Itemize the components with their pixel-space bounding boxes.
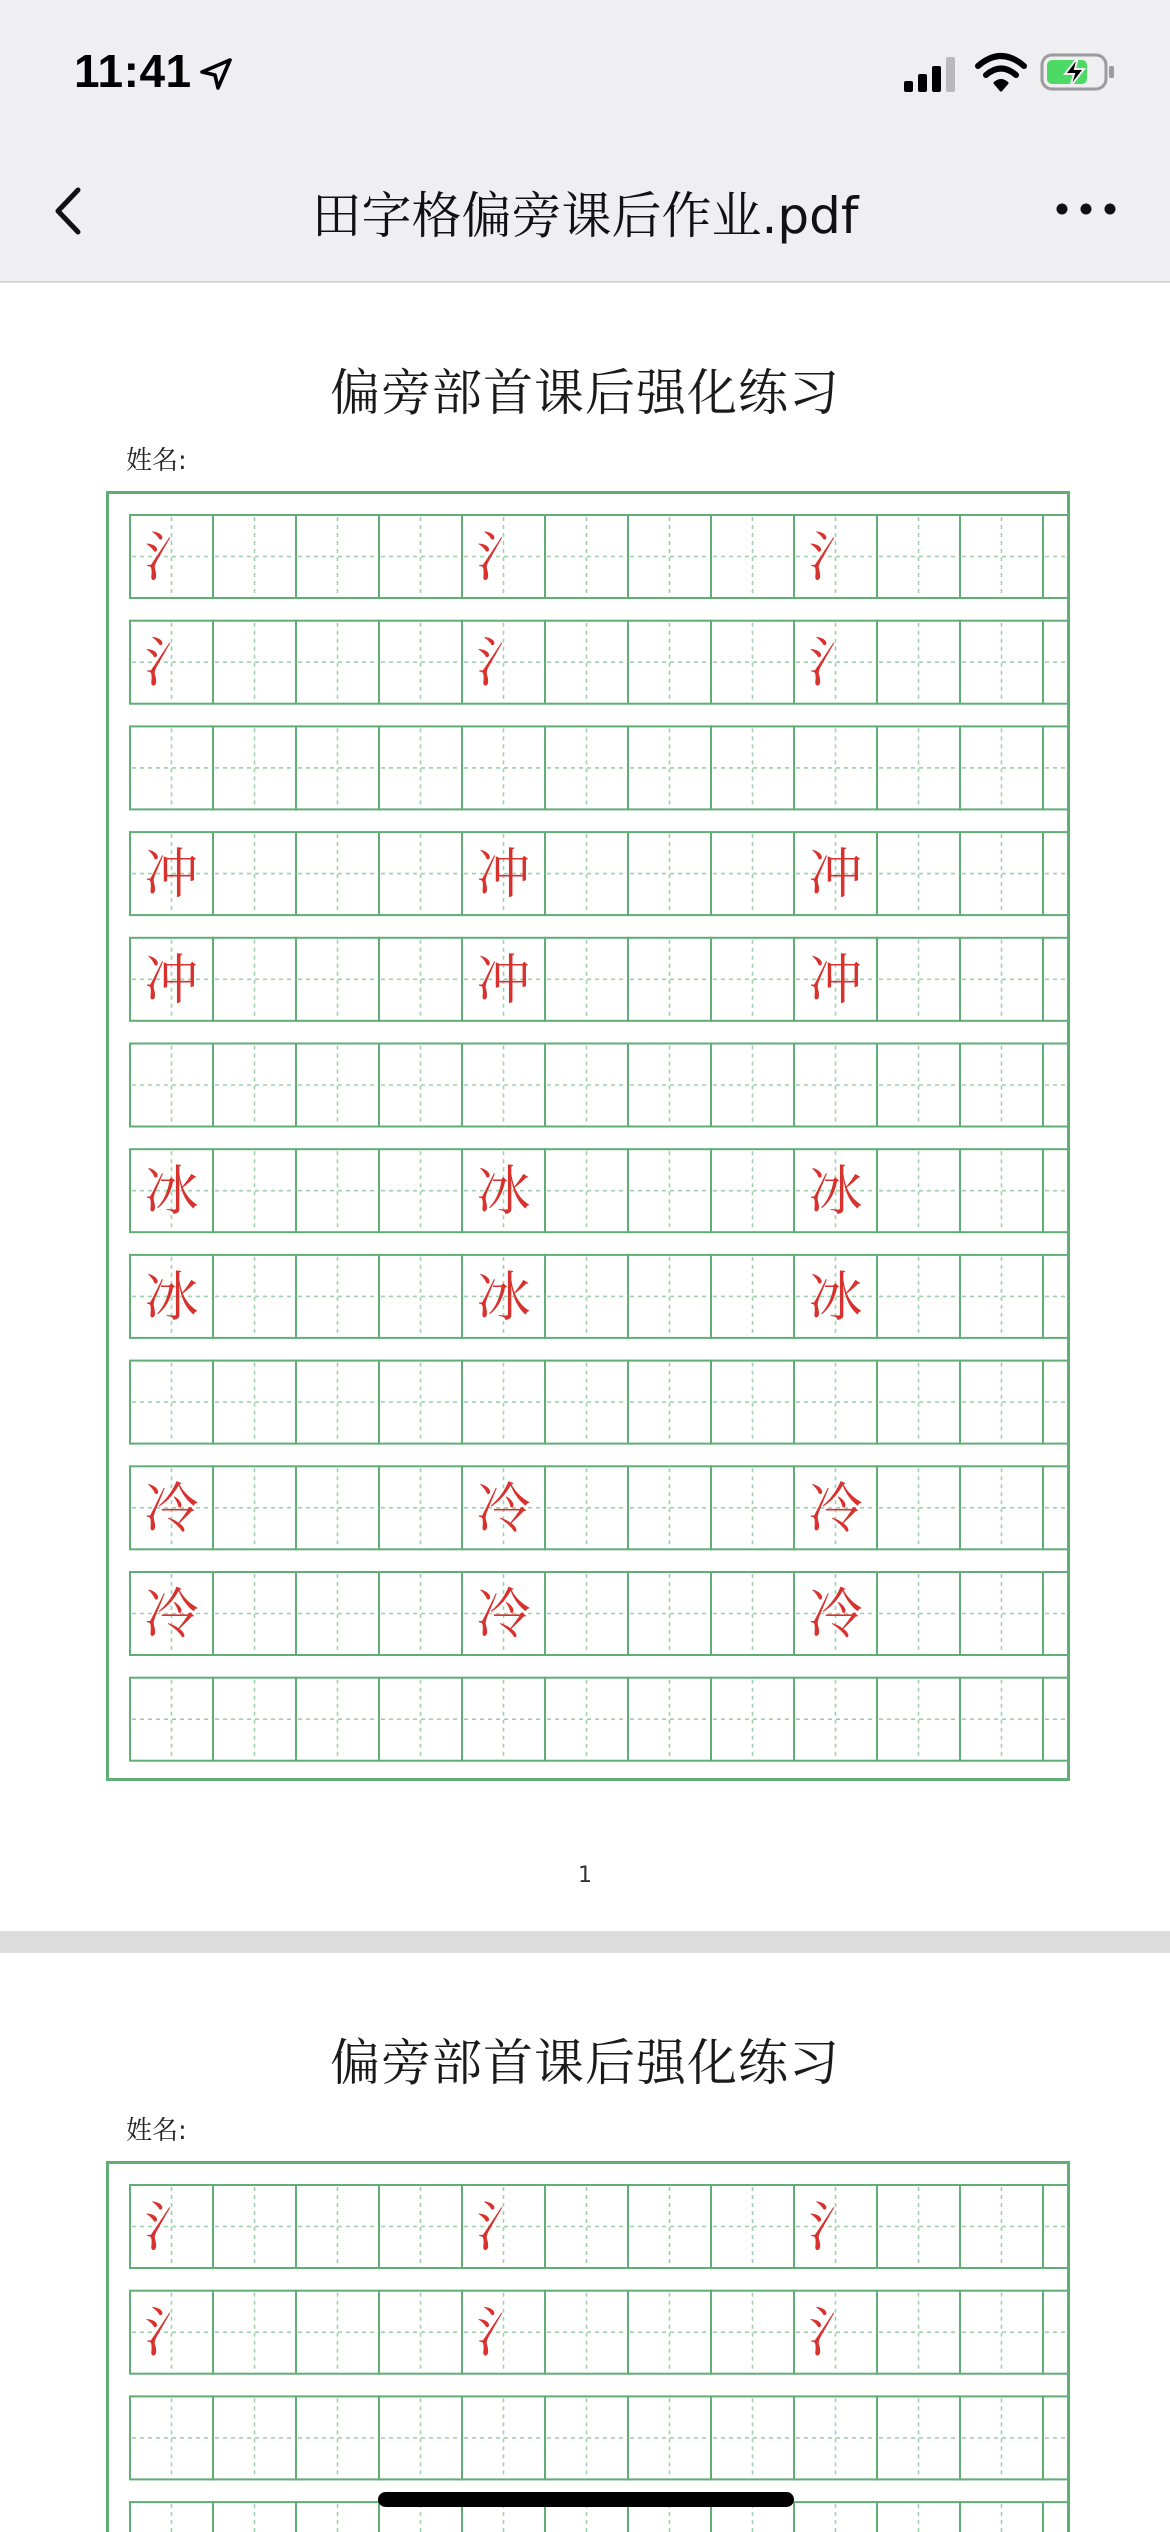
grid-cell	[628, 621, 711, 704]
grid-row	[130, 1361, 1067, 1444]
grid-cell	[960, 2291, 1043, 2374]
practice-grid	[109, 2164, 1067, 2532]
grid-cell	[628, 1255, 711, 1338]
grid-cell	[462, 1572, 545, 1655]
grid-cell	[296, 2291, 379, 2374]
grid-cell	[130, 1572, 213, 1655]
worksheet-title: 偏旁部首课后强化练习	[330, 364, 840, 422]
grid-cell	[960, 832, 1043, 915]
grid-cell	[711, 621, 794, 704]
grid-cell	[545, 1255, 628, 1338]
grid-cell	[379, 621, 462, 704]
model-character: 冷	[476, 1476, 531, 1540]
model-character: 冷	[144, 1582, 199, 1646]
model-character: 冲	[476, 842, 531, 906]
model-character: 氵	[144, 631, 199, 695]
grid-cell	[711, 938, 794, 1021]
grid-cell	[877, 726, 960, 809]
grid-cell	[628, 2291, 711, 2374]
grid-cell	[628, 1466, 711, 1549]
grid-cell	[877, 1149, 960, 1232]
grid-cell	[545, 1044, 628, 1127]
status-bar	[0, 0, 1170, 150]
grid-cell	[960, 2396, 1043, 2479]
grid-cell	[711, 2396, 794, 2479]
grid-cell	[794, 1361, 877, 1444]
grid-cell	[296, 1044, 379, 1127]
battery-charging-icon	[1040, 52, 1116, 92]
name-label: 姓名:	[126, 446, 187, 476]
grid-cell	[213, 1149, 296, 1232]
grid-cell	[794, 1466, 877, 1549]
grid-cell	[794, 2396, 877, 2479]
grid-cell	[1043, 1361, 1067, 1444]
grid-cell	[545, 726, 628, 809]
grid-cell	[296, 2185, 379, 2268]
model-character: 氵	[808, 525, 863, 589]
navigation-bar	[0, 150, 1170, 282]
grid-cell	[711, 1572, 794, 1655]
grid-cell	[711, 832, 794, 915]
grid-cell	[130, 726, 213, 809]
grid-cell	[877, 1466, 960, 1549]
grid-cell	[545, 1149, 628, 1232]
grid-cell	[130, 1255, 213, 1338]
grid-cell	[462, 1466, 545, 1549]
model-character: 冰	[476, 1159, 531, 1223]
practice-grid-frame	[106, 2161, 1070, 2532]
grid-row	[130, 515, 1067, 598]
grid-cell	[130, 2396, 213, 2479]
grid-cell	[462, 2396, 545, 2479]
grid-cell	[379, 2396, 462, 2479]
document-title: 田字格偏旁课后作业.pdf	[311, 187, 859, 245]
practice-grid-frame	[106, 491, 1070, 1781]
grid-cell	[711, 1466, 794, 1549]
grid-cell	[1043, 621, 1067, 704]
model-character: 氵	[808, 631, 863, 695]
grid-cell	[711, 515, 794, 598]
grid-cell	[711, 1255, 794, 1338]
grid-cell	[296, 726, 379, 809]
home-indicator[interactable]	[378, 2492, 794, 2507]
cellular-signal-icon	[902, 54, 958, 94]
grid-cell	[213, 2502, 296, 2532]
grid-cell	[877, 2185, 960, 2268]
grid-cell	[213, 1255, 296, 1338]
grid-cell	[545, 1466, 628, 1549]
page-number: 1	[578, 1863, 592, 1888]
grid-cell	[296, 938, 379, 1021]
grid-cell	[213, 621, 296, 704]
model-character: 氵	[144, 525, 199, 589]
grid-cell	[379, 1361, 462, 1444]
grid-cell	[213, 1466, 296, 1549]
model-character: 冷	[808, 1582, 863, 1646]
model-character: 冷	[808, 1476, 863, 1540]
grid-cell	[877, 1572, 960, 1655]
grid-cell	[711, 2291, 794, 2374]
grid-row	[130, 1149, 1067, 1232]
grid-cell	[379, 1044, 462, 1127]
model-character: 冲	[808, 842, 863, 906]
grid-cell	[877, 938, 960, 1021]
grid-cell	[379, 1149, 462, 1232]
pdf-page	[0, 283, 1170, 1931]
grid-cell	[545, 938, 628, 1021]
grid-cell	[877, 515, 960, 598]
grid-cell	[462, 621, 545, 704]
grid-cell	[379, 1572, 462, 1655]
grid-cell	[296, 621, 379, 704]
grid-cell	[794, 1149, 877, 1232]
grid-cell	[877, 2291, 960, 2374]
grid-cell	[130, 1678, 213, 1761]
grid-cell	[213, 2291, 296, 2374]
grid-cell	[462, 726, 545, 809]
grid-cell	[711, 2185, 794, 2268]
grid-row	[130, 621, 1067, 704]
grid-cell	[794, 726, 877, 809]
grid-cell	[296, 1466, 379, 1549]
grid-cell	[130, 1361, 213, 1444]
grid-cell	[960, 1149, 1043, 1232]
model-character: 氵	[808, 2195, 863, 2259]
grid-cell	[960, 1044, 1043, 1127]
grid-cell	[794, 832, 877, 915]
status-time: 11:41	[74, 45, 192, 97]
grid-cell	[296, 1149, 379, 1232]
grid-cell	[877, 1361, 960, 1444]
grid-cell	[379, 2291, 462, 2374]
grid-cell	[1043, 2291, 1067, 2374]
grid-cell	[379, 1678, 462, 1761]
model-character: 氵	[144, 2301, 199, 2365]
grid-cell	[213, 1044, 296, 1127]
grid-cell	[462, 832, 545, 915]
grid-row	[130, 2185, 1067, 2268]
grid-cell	[462, 2291, 545, 2374]
grid-cell	[462, 1255, 545, 1338]
grid-cell	[379, 832, 462, 915]
grid-cell	[960, 726, 1043, 809]
grid-row	[130, 2396, 1067, 2479]
grid-cell	[794, 1572, 877, 1655]
grid-row	[130, 832, 1067, 915]
grid-cell	[379, 726, 462, 809]
grid-cell	[130, 621, 213, 704]
grid-cell	[794, 515, 877, 598]
grid-cell	[794, 938, 877, 1021]
grid-row	[130, 1678, 1067, 1761]
grid-cell	[794, 1678, 877, 1761]
model-character: 冰	[476, 1265, 531, 1329]
grid-cell	[628, 1572, 711, 1655]
grid-cell	[462, 1044, 545, 1127]
grid-cell	[545, 2185, 628, 2268]
grid-cell	[296, 515, 379, 598]
grid-cell	[130, 515, 213, 598]
grid-cell	[794, 2502, 877, 2532]
grid-cell	[960, 1466, 1043, 1549]
grid-cell	[213, 515, 296, 598]
grid-cell	[462, 938, 545, 1021]
pdf-viewer[interactable]	[0, 283, 1170, 2532]
model-character: 冲	[144, 948, 199, 1012]
model-character: 冷	[476, 1582, 531, 1646]
grid-cell	[213, 726, 296, 809]
grid-cell	[130, 2291, 213, 2374]
grid-cell	[462, 1678, 545, 1761]
grid-cell	[628, 1678, 711, 1761]
grid-cell	[877, 1044, 960, 1127]
grid-cell	[628, 1149, 711, 1232]
grid-cell	[794, 2291, 877, 2374]
grid-cell	[130, 1466, 213, 1549]
grid-cell	[628, 938, 711, 1021]
grid-row	[130, 1572, 1067, 1655]
model-character: 冰	[144, 1159, 199, 1223]
grid-cell	[379, 515, 462, 598]
grid-cell	[794, 621, 877, 704]
model-character: 氵	[476, 2195, 531, 2259]
grid-cell	[628, 2396, 711, 2479]
model-character: 氵	[476, 525, 531, 589]
ellipsis-icon[interactable]	[1050, 194, 1122, 224]
grid-row	[130, 2291, 1067, 2374]
wifi-icon	[974, 50, 1028, 94]
grid-cell	[794, 2185, 877, 2268]
name-label: 姓名:	[126, 2116, 187, 2146]
grid-row	[130, 726, 1067, 809]
model-character: 冰	[144, 1265, 199, 1329]
grid-cell	[1043, 832, 1067, 915]
grid-cell	[711, 1149, 794, 1232]
grid-cell	[628, 726, 711, 809]
grid-cell	[296, 2396, 379, 2479]
grid-cell	[1043, 1149, 1067, 1232]
grid-row	[130, 938, 1067, 1021]
grid-cell	[1043, 515, 1067, 598]
grid-cell	[213, 832, 296, 915]
grid-cell	[1043, 2396, 1067, 2479]
grid-cell	[296, 832, 379, 915]
grid-cell	[711, 1678, 794, 1761]
grid-cell	[130, 2502, 213, 2532]
grid-cell	[379, 938, 462, 1021]
location-arrow-icon	[196, 54, 236, 94]
grid-cell	[960, 1361, 1043, 1444]
grid-cell	[794, 1044, 877, 1127]
model-character: 氵	[476, 631, 531, 695]
worksheet-title: 偏旁部首课后强化练习	[330, 2034, 840, 2092]
grid-cell	[462, 1149, 545, 1232]
grid-cell	[960, 2185, 1043, 2268]
grid-cell	[213, 2185, 296, 2268]
grid-cell	[545, 1361, 628, 1444]
grid-cell	[213, 938, 296, 1021]
grid-cell	[1043, 938, 1067, 1021]
grid-cell	[877, 1255, 960, 1338]
grid-cell	[877, 832, 960, 915]
grid-cell	[130, 1044, 213, 1127]
grid-cell	[130, 938, 213, 1021]
grid-cell	[1043, 726, 1067, 809]
grid-cell	[628, 832, 711, 915]
grid-cell	[960, 1255, 1043, 1338]
grid-cell	[545, 621, 628, 704]
grid-cell	[1043, 1255, 1067, 1338]
model-character: 氵	[144, 2195, 199, 2259]
model-character: 氵	[808, 2301, 863, 2365]
grid-cell	[711, 1361, 794, 1444]
grid-cell	[213, 1678, 296, 1761]
grid-cell	[877, 1678, 960, 1761]
grid-cell	[296, 1361, 379, 1444]
grid-cell	[1043, 1572, 1067, 1655]
model-character: 冰	[808, 1265, 863, 1329]
grid-cell	[545, 832, 628, 915]
grid-cell	[960, 621, 1043, 704]
grid-cell	[130, 2185, 213, 2268]
grid-cell	[877, 621, 960, 704]
grid-cell	[877, 2396, 960, 2479]
grid-cell	[213, 2396, 296, 2479]
model-character: 冷	[144, 1476, 199, 1540]
grid-cell	[1043, 1466, 1067, 1549]
grid-row	[130, 1255, 1067, 1338]
grid-cell	[545, 1678, 628, 1761]
grid-cell	[711, 1044, 794, 1127]
grid-cell	[711, 726, 794, 809]
grid-cell	[628, 515, 711, 598]
grid-cell	[960, 1678, 1043, 1761]
grid-cell	[296, 1255, 379, 1338]
grid-cell	[379, 2185, 462, 2268]
grid-cell	[628, 2185, 711, 2268]
grid-cell	[213, 1572, 296, 1655]
grid-cell	[960, 938, 1043, 1021]
grid-cell	[462, 2185, 545, 2268]
practice-grid	[109, 494, 1067, 1778]
grid-cell	[628, 1044, 711, 1127]
grid-cell	[1043, 1044, 1067, 1127]
grid-cell	[545, 515, 628, 598]
grid-cell	[794, 1255, 877, 1338]
model-character: 冰	[808, 1159, 863, 1223]
grid-row	[130, 1466, 1067, 1549]
grid-cell	[379, 1255, 462, 1338]
grid-cell	[462, 1361, 545, 1444]
grid-cell	[960, 515, 1043, 598]
grid-cell	[296, 1572, 379, 1655]
model-character: 冲	[808, 948, 863, 1012]
grid-cell	[130, 1149, 213, 1232]
model-character: 冲	[144, 842, 199, 906]
grid-cell	[545, 2291, 628, 2374]
grid-cell	[1043, 1678, 1067, 1761]
grid-cell	[1043, 2502, 1067, 2532]
grid-cell	[130, 832, 213, 915]
grid-cell	[628, 1361, 711, 1444]
pdf-page	[0, 1953, 1170, 2532]
model-character: 冲	[476, 948, 531, 1012]
grid-cell	[960, 2502, 1043, 2532]
grid-cell	[545, 2396, 628, 2479]
grid-cell	[545, 1572, 628, 1655]
grid-cell	[1043, 2185, 1067, 2268]
model-character: 氵	[476, 2301, 531, 2365]
grid-cell	[877, 2502, 960, 2532]
grid-cell	[213, 1361, 296, 1444]
grid-row	[130, 1044, 1067, 1127]
grid-cell	[960, 1572, 1043, 1655]
grid-cell	[296, 1678, 379, 1761]
grid-cell	[296, 2502, 379, 2532]
grid-cell	[462, 515, 545, 598]
grid-cell	[379, 1466, 462, 1549]
chevron-left-icon[interactable]	[44, 176, 94, 246]
